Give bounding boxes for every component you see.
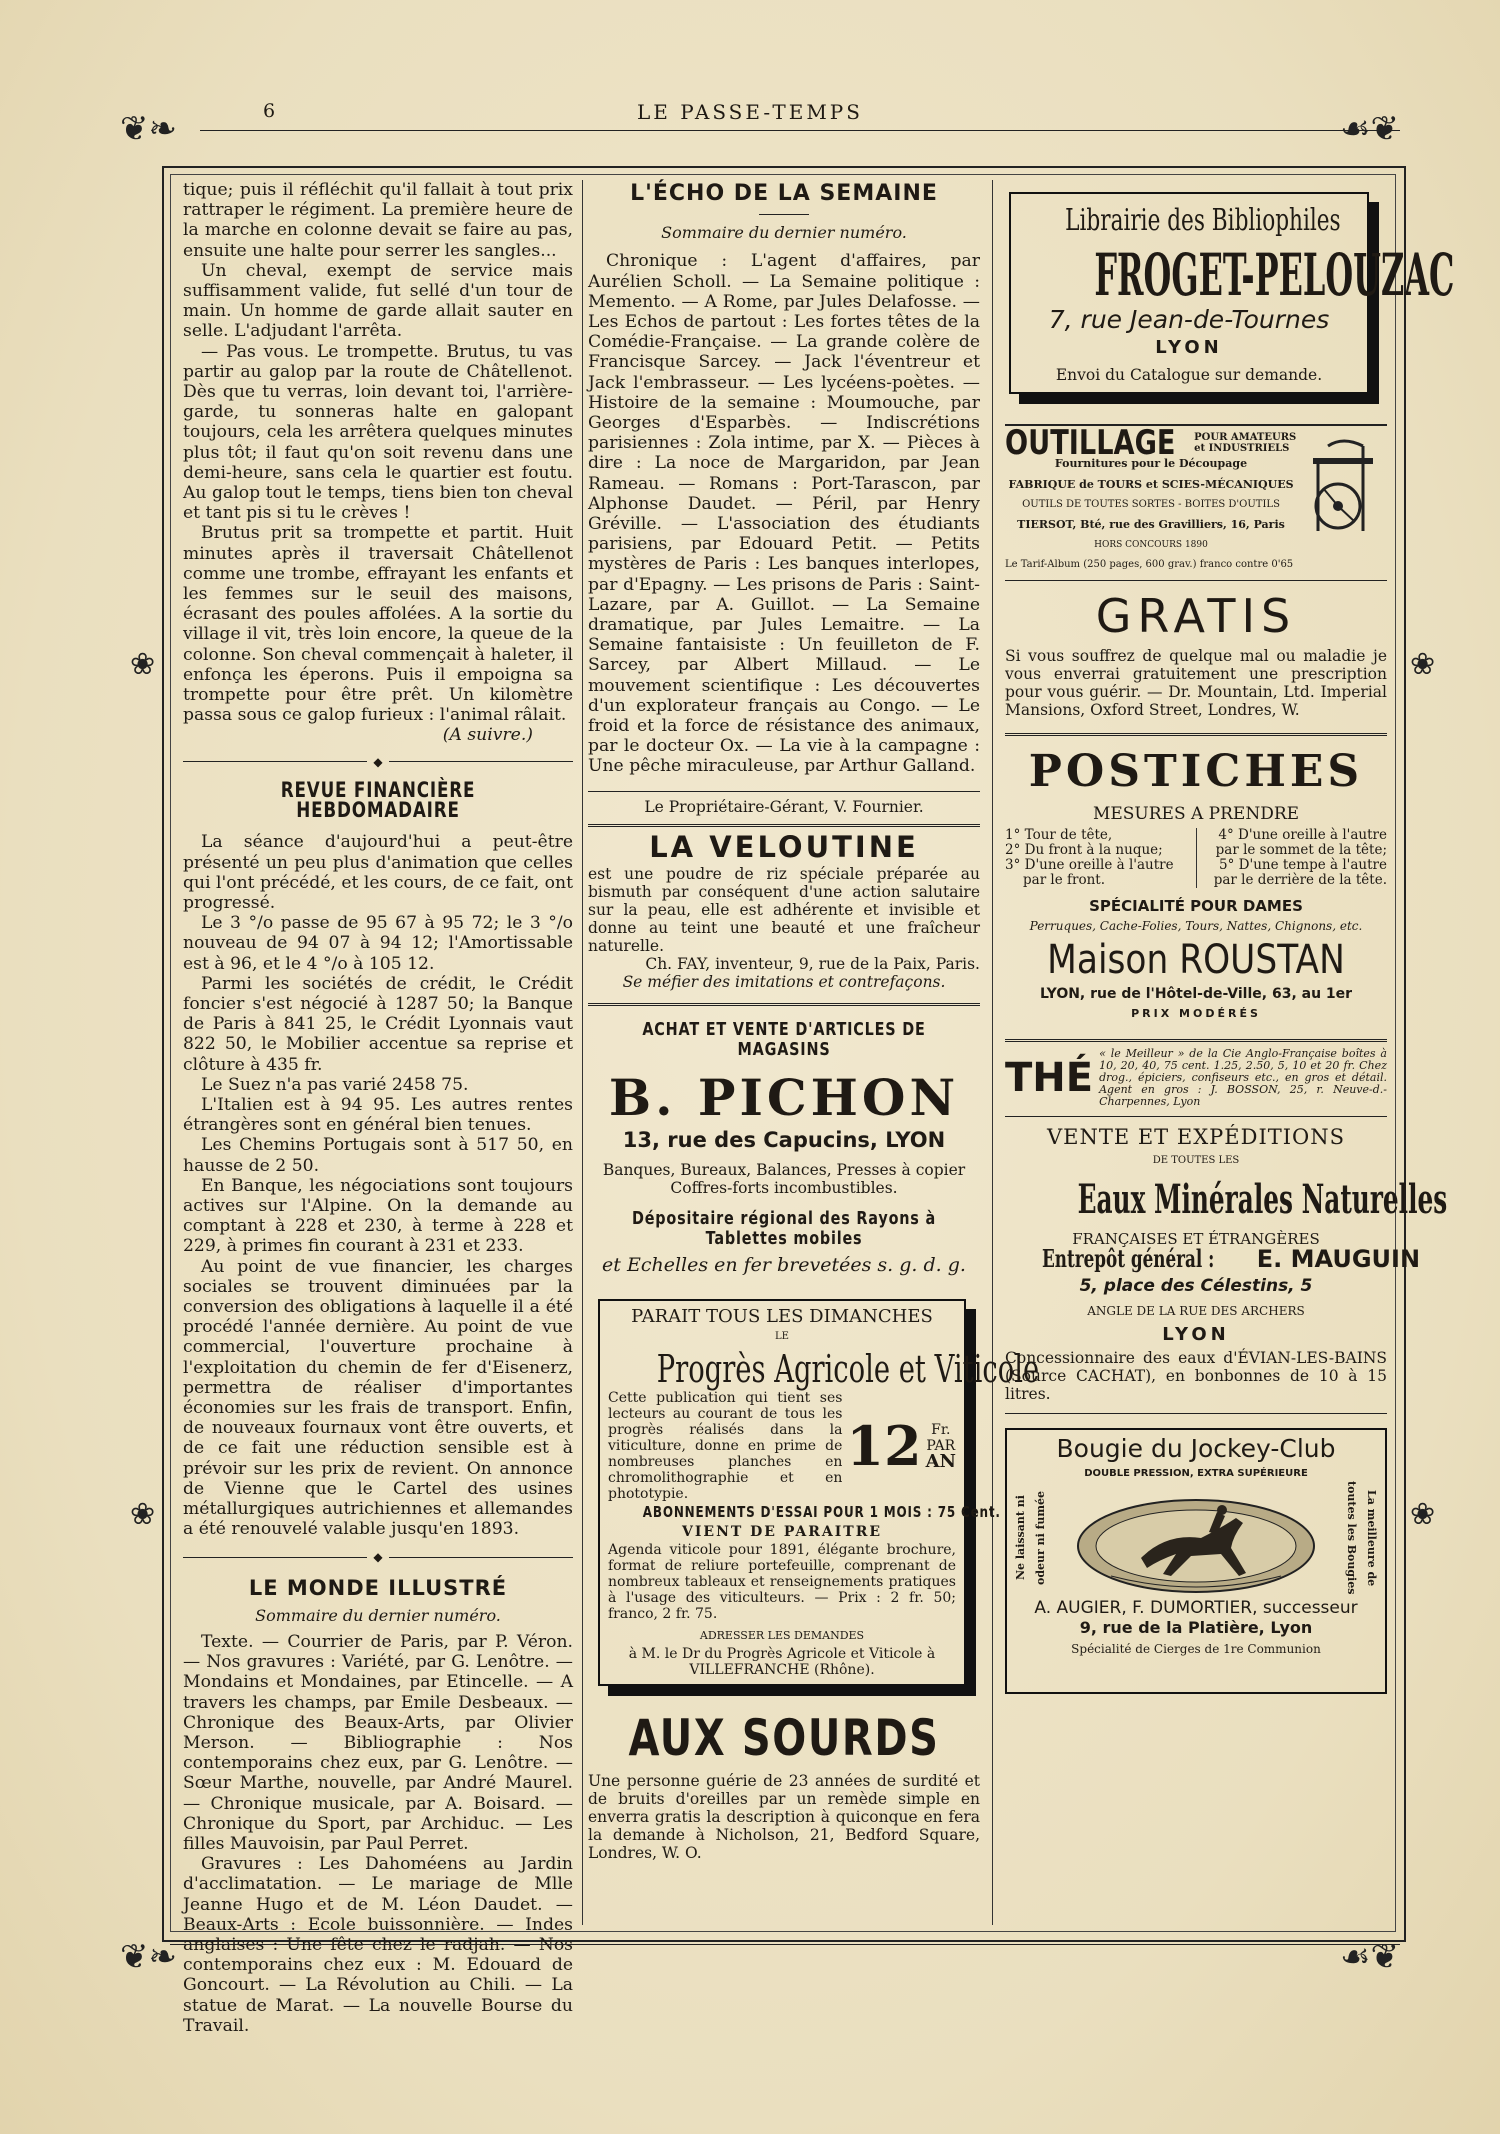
feuilleton-paragraph: Un cheval, exempt de service mais suffisamment valide, fut sellé d'un tour de main. Un homme de garde allait sauter en selle. L'adjudant l'arrêta. [183, 260, 573, 342]
eaux-place: 5, place des Célestins, 5 [1079, 1276, 1313, 1297]
gratis-text: Si vous souffrez de quelque mal ou maladie je vous enverrai gratuitement une prescription pour vous guérir. — Dr. Mountain, Ltd. Imperial Mansions, Oxford Street, Londres, W. [1005, 646, 1387, 719]
veloutine-title: LA VELOUTINE [649, 829, 919, 864]
progres-price: 12 [846, 1413, 922, 1478]
pichon-goods: Banques, Bureaux, Balances, Presses à copier Coffres-forts incombustibles. [602, 1160, 966, 1197]
outillage-ad [1005, 423, 1387, 575]
veloutine-ad [588, 829, 980, 991]
scroll-saw-machine-icon [1303, 436, 1383, 536]
pichon-address: 13, rue des Capucins, LYON [622, 1128, 946, 1153]
pichon-top: ACHAT ET VENTE D'ARTICLES DE MAGASINS [642, 1018, 926, 1061]
bougie-sub: DOUBLE PRESSION, EXTRA SUPÉRIEURE [1084, 1468, 1308, 1480]
outillage-line: Le Tarif-Album (250 pages, 600 grav.) franco contre 0'65 [1005, 559, 1294, 571]
progres-title: Progrès Agricole et Viticole [656, 1346, 1040, 1391]
gratis-title: GRATIS [1095, 588, 1297, 643]
the-text: « le Meilleur » de la Cie Anglo-Française boîtes à 10, 20, 40, 75 cent. 1.25, 2.50, 5, 10 et 20 fr. Chez drog., épiciers, confiseurs etc., en gros et détail. Agent en gros : J. BOSSON, 25, r. Neuve-d.-Charpennes, Lyon [1099, 1046, 1387, 1108]
postiches-measure: 1° Tour de tête, [1005, 826, 1113, 843]
echo-subtitle: Sommaire du dernier numéro. [661, 223, 907, 243]
librairie-catalogue: Envoi du Catalogue sur demande. [1055, 366, 1323, 385]
postiches-items: Perruques, Cache-Folies, Tours, Nattes, Chignons, etc. [1029, 919, 1363, 934]
outillage-title: OUTILLAGE [1005, 423, 1176, 464]
postiches-mesures: MESURES A PRENDRE [1092, 803, 1300, 824]
eaux-angle: ANGLE DE LA RUE DES ARCHERS [1087, 1303, 1305, 1318]
progres-vient: VIENT DE PARAITRE [682, 1523, 882, 1540]
progres-le: LE [775, 1331, 789, 1343]
monde-subtitle: Sommaire du dernier numéro. [255, 1605, 501, 1625]
bougie-address: 9, rue de la Platière, Lyon [1079, 1618, 1313, 1638]
eaux-conc: Concessionnaire des eaux d'ÉVIAN-LES-BAINS (Source CACHAT), en bonbonnes de 10 à 15 litres. [1005, 1349, 1387, 1404]
gerant-line: Le Propriétaire-Gérant, V. Fournier. [644, 797, 924, 816]
bougie-right-vertical: La meilleure de toutes les Bougies [1344, 1481, 1378, 1595]
librairie-city: LYON [1155, 337, 1223, 359]
revue-paragraph: Les Chemins Portugais sont à 517 50, en hausse de 2 50. [183, 1135, 573, 1176]
progres-adresser: ADRESSER LES DEMANDES [699, 1628, 865, 1642]
postiches-title: POSTICHES [1028, 745, 1364, 797]
column-separator [582, 180, 583, 1925]
postiches-measure: 3° D'une oreille à l'autre [1005, 856, 1174, 873]
postiches-prix: PRIX MODÉRÉS [1131, 1007, 1261, 1021]
postiches-measure: par le front. [1023, 871, 1106, 888]
outillage-et: et INDUSTRIELS [1194, 443, 1290, 455]
progres-essai: ABONNEMENTS D'ESSAI POUR 1 MOIS : 75 Cent. [642, 1502, 1001, 1521]
bougie-left-vertical: Ne laissant ni odeur ni fumée [1014, 1491, 1048, 1586]
section-divider: ◆ [183, 752, 573, 772]
section-divider: ◆ [183, 1547, 573, 1567]
monde-texte: Texte. — Courrier de Paris, par P. Véron. — Nos gravures : Variété, par G. Lenôtre. — Mondains et Mondaines, par Etincelle. — A travers les champs, par Emile Desbeaux. — Chronique des Beaux-Arts, par Olivier Merson. — Bibliographie : Nos contemporains chez eux, par G. Lenôtre. — Sœur Marthe, nouvelle, par André Maurel. — Chronique musicale, par A. Boisard. — Chronique du Sport, par Archiduc. — Les filles Mauvoisin, par Paul Perret. [183, 1632, 573, 1855]
bougie-specialite: Spécialité de Cierges de 1re Communion [1071, 1641, 1321, 1656]
postiches-measure: par le sommet de la tête; [1215, 841, 1387, 858]
pichon-depot: Dépositaire régional des Rayons à Tablettes mobiles [631, 1207, 937, 1249]
postiches-measure: 5° D'une tempe à l'autre [1219, 856, 1387, 873]
column-separator [992, 180, 993, 1925]
sourds-title: AUX SOURDS [628, 1709, 940, 1768]
postiches-specialite: SPÉCIALITÉ POUR DAMES [1089, 896, 1303, 915]
rule [1005, 580, 1387, 581]
a-suivre: (A suivre.) [442, 725, 533, 746]
rule [588, 824, 980, 827]
revue-paragraph: Le 3 °/o passe de 95 67 à 95 72; le 3 °/o nouveau de 94 07 à 94 12; l'Amortissable est à 96, et le 4 °/o à 105 12. [183, 913, 573, 974]
postiches-measure: 2° Du front à la nuque; [1005, 841, 1163, 858]
revue-paragraph: Parmi les sociétés de crédit, le Crédit foncier s'est négocié à 1287 50; la Banque de Paris à 841 25, le Crédit Lyonnais vaut 822 50, le Mobilier accentue sa reprise et clôture à 435 fr. [183, 973, 573, 1075]
progres-price-unit: PAR [926, 1437, 956, 1454]
progres-price-unit: Fr. [931, 1421, 951, 1438]
progres-price-unit: AN [925, 1450, 956, 1472]
echo-title: L'ÉCHO DE LA SEMAINE [630, 181, 938, 206]
eaux-name: E. MAUGUIN [1256, 1245, 1421, 1274]
rule [1005, 1116, 1387, 1117]
eaux-entrepot: Entrepôt général : [1041, 1244, 1215, 1274]
eaux-de: DE TOUTES LES [1152, 1154, 1240, 1166]
corner-ornament-top-right: ☙❦ [1340, 109, 1399, 149]
outillage-line: TIERSOT, Bté, rue des Gravilliers, 16, Paris [1017, 518, 1285, 532]
outillage-line: FABRIQUE de TOURS et SCIES-MÉCANIQUES [1008, 477, 1294, 491]
rule [1005, 1039, 1387, 1042]
gratis-ad [1005, 589, 1387, 719]
eaux-ad [1005, 1124, 1448, 1404]
progres-text: Cette publication qui tient ses lecteurs au courant de tous les progrès réalisés dans la viticulture, donne en prime de nombreuses planches en chromolithographie et en phototypie. [608, 1389, 843, 1502]
side-ornament-right: ❀ [1410, 1497, 1436, 1532]
eaux-sub: FRANÇAISES ET ÉTRANGÈRES [1072, 1230, 1320, 1249]
short-rule [759, 214, 809, 215]
revue-paragraph: La séance d'aujourd'hui a peut-être présenté un peu plus d'animation que celles qui l'ont précédé, et les cours, de ce fait, ont progressé. [183, 832, 573, 913]
bougie-title: Bougie du Jockey-Club [1056, 1434, 1336, 1464]
postiches-measure: par le derrière de la tête. [1213, 871, 1387, 888]
progres-top: PARAIT TOUS LES DIMANCHES [631, 1306, 933, 1328]
feuilleton-paragraph: — Pas vous. Le trompette. Brutus, tu vas partir au galop par la route de Châtellenot. Dès que tu verras, loin devant toi, l'arrière-garde, tu sonneras halte en galopant toujours, cela les arrêtera quelques minutes plus tôt; il faut qu'on soit revenu dans une demi-heure, sans cela le quartier est foutu. Au galop tout le temps, tiens bien ton cheval et tant pis si tu le crèves ! [183, 341, 573, 524]
veloutine-warning: Se méfier des imitations et contrefaçons. [622, 972, 946, 991]
postiches-address: LYON, rue de l'Hôtel-de-Ville, 63, au 1er [1039, 986, 1353, 1003]
revue-paragraph: Au point de vue financier, les charges sociales se trouvent diminuées par la conversion des obligations à laquelle il a été procédé l'année dernière. Au point de vue commercial, l'ouverture prochaine à l'exploitation du chemin de fer d'Eisenerz, permettra de réaliser d'importantes économies sur les frais de transport. Enfin, de nouveaux fournaux vont être ouverts, et de ce fait une réduction sensible est à prévoir sur les prix de revient. On annonce de Vienne que le Cartel des usines métallurgiques autrichiennes et allemandes a été renouvelé valable jusqu'en 1893. [183, 1256, 573, 1540]
librairie-street: 7, rue Jean-de-Tournes [1048, 305, 1330, 334]
revue-title: REVUE FINANCIÈRE HEBDOMADAIRE [280, 777, 476, 823]
postiches-measure: 4° D'une oreille à l'autre [1218, 826, 1387, 843]
jockey-horse-illustration [1071, 1488, 1321, 1598]
eaux-city: LYON [1162, 1323, 1230, 1345]
progres-agenda: Agenda viticole pour 1891, élégante brochure, format de reliure portefeuille, comprenant de nombreux tableaux et renseignements pratiques à l'usage des viticulteurs. — Prix : 2 fr. 50; franco, 2 fr. 75. [608, 1541, 956, 1622]
progres-address: à M. le Dr du Progrès Agricole et Viticole à VILLEFRANCHE (Rhône). [628, 1646, 936, 1679]
outillage-line: HORS CONCOURS 1890 [1094, 540, 1208, 551]
side-ornament-left: ❀ [130, 647, 156, 682]
the-ad [1005, 1048, 1387, 1108]
corner-ornament-top-left: ❦❧ [120, 109, 177, 149]
side-ornament-left: ❀ [130, 1497, 156, 1532]
veloutine-text: est une poudre de riz spéciale préparée au bismuth par conséquent d'une action salutaire sur la peau, elle est adhérente et invisible et donne au teint une beauté et une fraîcheur naturelle. [588, 864, 980, 955]
corner-ornament-bottom-right: ☙❦ [1340, 1937, 1399, 1977]
outillage-line: OUTILS DE TOUTES SORTES - BOITES D'OUTILS [1022, 498, 1280, 510]
feuilleton-paragraph: tique; puis il réfléchit qu'il fallait à tout prix rattraper le régiment. La première heure de la marche en colonne devait se faire au pas, ensuite une halte pour serrer les sangles... [183, 180, 573, 261]
revue-paragraph: En Banque, les négociations sont toujours actives sur l'Alpine. On la demande au comptant à 228 et 230, à terme à 228 et 229, à primes fin courant à 231 et 233. [183, 1175, 573, 1257]
column-right [1005, 180, 1455, 1694]
bougie-ad [1005, 1428, 1387, 1694]
eaux-title: Eaux Minérales Naturelles [1077, 1176, 1448, 1224]
side-ornament-right: ❀ [1410, 647, 1436, 682]
pichon-ad [588, 1020, 980, 1275]
pichon-name: B. PICHON [608, 1068, 960, 1128]
monde-gravures: Gravures : Les Dahoméens au Jardin d'acclimatation. — Le mariage de Mlle Jeanne Hugo et de M. Léon Daudet. — Beaux-Arts : Ecole buissonnière. — Indes anglaises : Une fête chez le radjah. — Nos contemporains chez eux : M. Edouard de Goncourt. — La Révolution au Chili. — La statue de Marat. — La nouvelle Bourse du Travail. [183, 1854, 573, 2036]
the-word: THÉ [1005, 1054, 1094, 1101]
librairie-ad [1009, 192, 1455, 394]
rule [588, 1003, 980, 1006]
page-number: 6 [263, 100, 276, 122]
footer-rule [170, 1944, 1400, 1945]
rule [1005, 733, 1387, 736]
bougie-names: A. AUGIER, F. DUMORTIER, successeur [1034, 1598, 1358, 1619]
postiches-ad [1005, 746, 1387, 1025]
rule [588, 791, 980, 792]
running-title: LE PASSE-TEMPS [637, 100, 863, 124]
librairie-name: FROGET-PELOUZAC [1094, 241, 1455, 309]
revue-paragraph: L'Italien est à 94 95. Les autres rentes étrangères sont en général bien tenues. [183, 1094, 573, 1136]
eaux-top: VENTE ET EXPÉDITIONS [1046, 1124, 1346, 1149]
header-rule [200, 130, 1400, 131]
outillage-line: Fournitures pour le Découpage [1054, 457, 1248, 471]
rule [1005, 1413, 1387, 1414]
revue-paragraph: Le Suez n'a pas varié 2458 75. [201, 1074, 469, 1095]
outillage-pour: POUR AMATEURS [1194, 432, 1297, 444]
monde-title: LE MONDE ILLUSTRÉ [248, 1575, 508, 1600]
echo-text: Chronique : L'agent d'affaires, par Aurélien Scholl. — La Semaine politique : Memento. — A Rome, par Jules Delafosse. — Les Echos de partout : Les fortes têtes de la Comédie-Française. — La grande colère de Francisque Sarcey. — Jack l'éventreur et Jack l'embrasseur. — Les lycéens-poètes. — Histoire de la semaine : Moumouche, par Georges d'Esparbès. — Indiscrétions parisiennes : Zola intime, par X. — Pièces à dire : La noce de Margaridon, par Jean Rameau. — Romans : Port-Tarascon, par Alphonse Daudet. — Péril, par Henry Gréville. — L'association des étudiants parisiens, par Edouard Petit. — Petits mystères de Paris : Les banques interlopes, par d'Epagny. — Les prisons de Paris : Saint-Lazare, par A. Guillot. — La Semaine dramatique, par Jules Lemaitre. — La Semaine fantaisiste : Un feuilleton de F. Sarcey, par Albert Millaud. — Le mouvement scientifique : Les découvertes d'un explorateur français au Congo. — Le froid et la force de résistance des animaux, par le docteur Ox. — La vie à la campagne : Une pêche miraculeuse, par Arthur Galland. [588, 251, 980, 777]
librairie-line1: Librairie des Bibliophiles [1065, 203, 1341, 238]
postiches-maison: Maison ROUSTAN [1047, 937, 1345, 984]
corner-ornament-bottom-left: ❦❧ [120, 1937, 177, 1977]
column-left [183, 180, 573, 2036]
veloutine-inventor: Ch. FAY, inventeur, 9, rue de la Paix, Paris. [645, 954, 980, 973]
pichon-echelles: et Echelles en fer brevetées s. g. d. g. [602, 1253, 966, 1276]
sourds-text: Une personne guérie de 23 années de surdité et de bruits d'oreilles par un remède simple en enverra gratis la description à quiconque en fera la demande à Nicholson, 21, Bedford Square, Londres, W. O. [588, 1772, 980, 1863]
feuilleton-paragraph: Brutus prit sa trompette et partit. Huit minutes après il traversait Châtellenot comme une trombe, effrayant les enfants et les femmes sur le seuil des maisons, écrasant des poules affolées. A la sortie du village il vit, très loin encore, la queue de la colonne. Son cheval commençait à haleter, il enfonça les éperons. Puis il empoigna sa trompette pour être prêt. Un kilomètre passa sous ce galop furieux : l'animal râlait. [183, 523, 573, 726]
